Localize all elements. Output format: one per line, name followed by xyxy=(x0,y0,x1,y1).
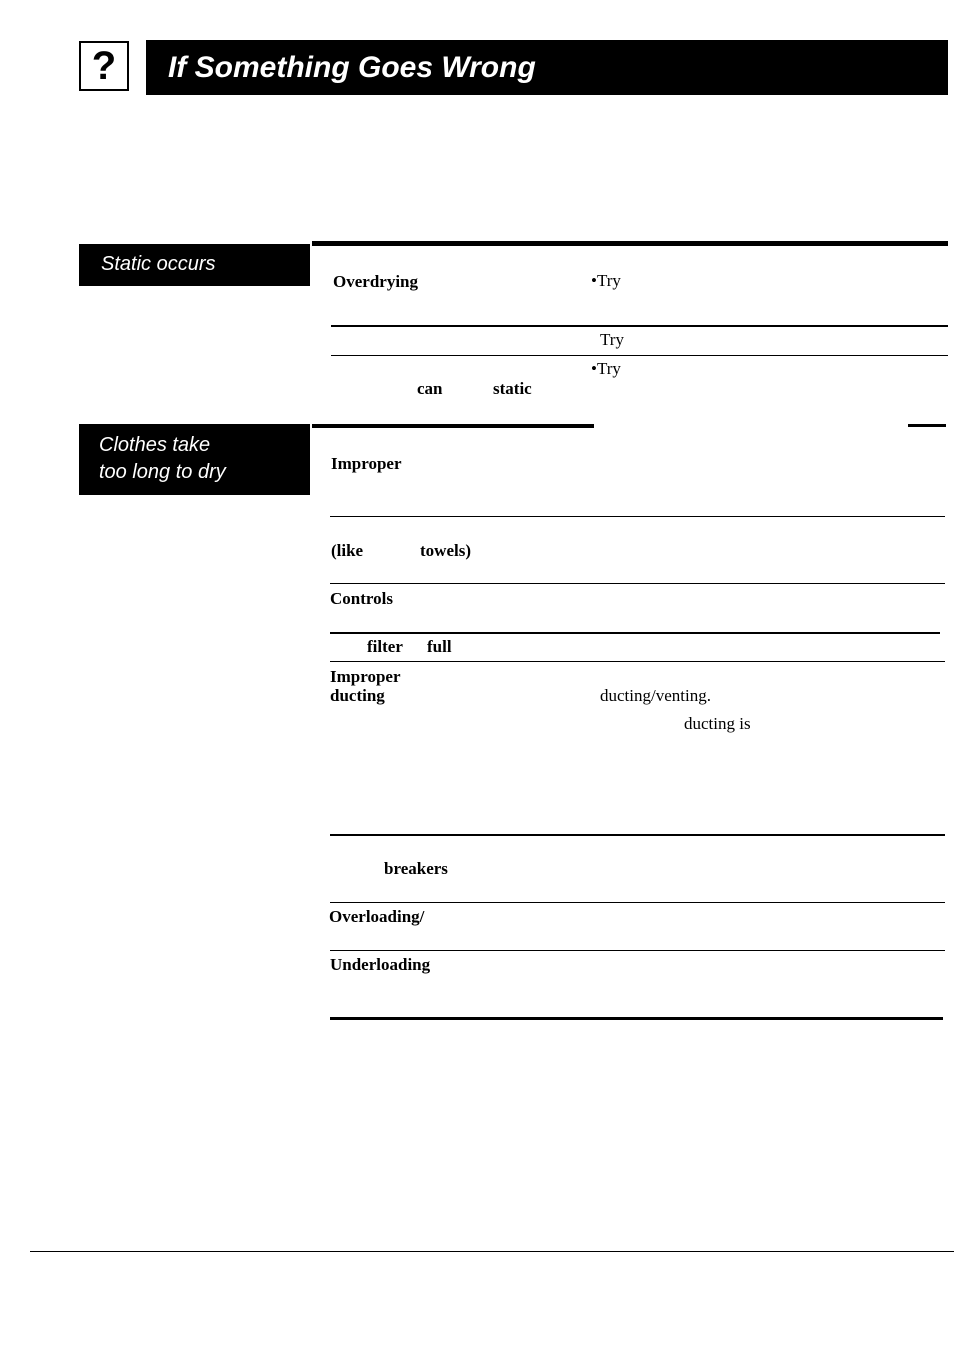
cause-word-can: can xyxy=(417,379,443,398)
help-question-icon xyxy=(79,41,129,91)
page-title: If Something Goes Wrong xyxy=(146,40,948,95)
row-divider xyxy=(330,632,940,634)
remedy-try: Try xyxy=(600,330,624,349)
remedy-ducting-is: ducting is xyxy=(684,714,751,733)
row-divider xyxy=(330,902,945,903)
row-divider xyxy=(331,355,948,356)
section-divider xyxy=(312,424,594,428)
section-heading-dry-time xyxy=(79,424,310,495)
row-divider xyxy=(330,661,945,662)
cause-underloading: Underloading xyxy=(330,955,431,974)
section-heading-line: Clothes take xyxy=(99,434,211,456)
cause-controls: Controls xyxy=(330,589,393,608)
section-divider xyxy=(312,241,948,246)
page-footer-rule xyxy=(30,1251,954,1252)
remedy-try: •Try xyxy=(591,359,621,378)
cause-filter: filter xyxy=(367,637,403,656)
question-mark: ? xyxy=(91,44,117,88)
section-heading-static: Static occurs xyxy=(79,244,310,286)
cause-breakers: breakers xyxy=(384,859,448,878)
section-heading-line: too long to dry xyxy=(99,461,226,483)
row-divider xyxy=(330,516,945,517)
cause-overdrying: Overdrying xyxy=(333,272,418,291)
cause-overloading: Overloading/ xyxy=(329,907,425,926)
remedy-try: •Try xyxy=(591,271,621,290)
cause-towels: towels) xyxy=(420,541,471,560)
row-divider xyxy=(330,834,945,836)
remedy-ducting-venting: ducting/venting. xyxy=(600,686,711,705)
cause-improper-ducting: Improper xyxy=(330,667,401,686)
row-divider xyxy=(330,950,945,951)
table-bottom-rule xyxy=(330,1017,943,1020)
row-divider xyxy=(330,583,945,584)
cause-like: (like xyxy=(331,541,364,560)
cause-ducting: ducting xyxy=(330,686,385,705)
section-divider-fragment xyxy=(908,424,946,427)
cause-full: full xyxy=(427,637,452,656)
row-divider xyxy=(331,325,948,327)
cause-word-static: static xyxy=(493,379,532,398)
cause-improper: Improper xyxy=(331,454,402,473)
